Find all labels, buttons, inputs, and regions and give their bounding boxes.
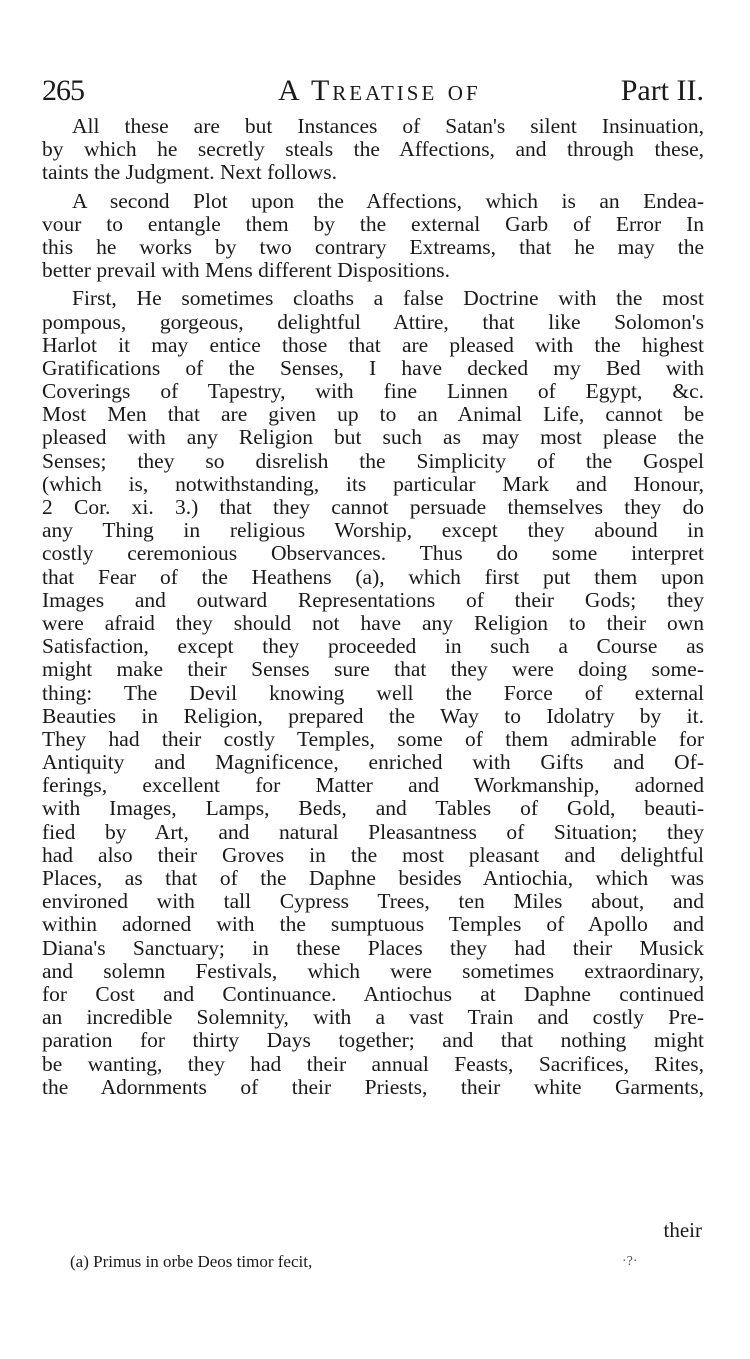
text-line: vour to entangle them by the external Garb of Error In	[42, 212, 704, 236]
text-line: were afraid they should not have any Religion to their own	[42, 611, 704, 635]
text-line: costly ceremonious Observances. Thus do some interpret	[42, 542, 704, 566]
text-line: ferings, excellent for Matter and Workmanship, adorned	[42, 774, 704, 798]
stray-mark: ·?·	[622, 1254, 638, 1269]
text-line: Beauties in Religion, prepared the Way to Idolatry by it.	[42, 704, 704, 728]
text-line: Diana's Sanctuary; in these Places they had their Musick	[42, 936, 704, 960]
text-line: within adorned with the sumptuous Temples of Apollo and	[42, 913, 704, 937]
text-line: environed with tall Cypress Trees, ten Miles about, and	[42, 890, 704, 914]
text-line: fied by Art, and natural Pleasantness of Situation; they	[42, 820, 704, 844]
text-line: Senses; they so disrelish the Simplicity of the Gospel	[42, 449, 704, 473]
text-line: (which is, notwithstanding, its particular Mark and Honour,	[42, 472, 704, 496]
text-line: Coverings of Tapestry, with fine Linnen of Egypt, &c.	[42, 380, 704, 404]
text-line: might make their Senses sure that they were doing some-	[42, 658, 704, 682]
text-line: with Images, Lamps, Beds, and Tables of Gold, beauti-	[42, 797, 704, 821]
text-line: be wanting, they had their annual Feasts, Sacrifices, Rites,	[42, 1052, 704, 1076]
text-line: for Cost and Continuance. Antiochus at Daphne continued	[42, 982, 704, 1006]
text-line: this he works by two contrary Extreams, that he may the	[42, 235, 704, 259]
text-line: taints the Judgment. Next follows.	[42, 161, 337, 185]
running-head	[42, 74, 704, 114]
footnote: (a) Primus in orbe Deos timor fecit,	[70, 1252, 313, 1271]
text-line: Gratifications of the Senses, I have decked my Bed with	[42, 356, 704, 380]
text-line: A second Plot upon the Affections, which is an Endea-	[72, 189, 704, 213]
text-line: that Fear of the Heathens (a), which first put them upon	[42, 565, 704, 589]
text-line: Harlot it may entice those that are pleased with the highest	[42, 333, 704, 357]
catchword: their	[663, 1218, 702, 1242]
text-line: Satisfaction, except they proceeded in such a Course as	[42, 635, 704, 659]
text-line: the Adornments of their Priests, their white Garments,	[42, 1075, 704, 1099]
text-line: Places, as that of the Daphne besides Antiochia, which was	[42, 867, 704, 890]
body-text	[42, 115, 704, 1099]
text-line: 2 Cor. xi. 3.) that they cannot persuade themselves they do	[42, 496, 704, 519]
text-line: an incredible Solemnity, with a vast Train and costly Pre-	[42, 1006, 704, 1030]
text-line: had also their Groves in the most pleasant and delightful	[42, 843, 704, 867]
part-label: Part II.	[620, 74, 704, 107]
text-line: paration for thirty Days together; and that nothing might	[42, 1029, 704, 1053]
page-number: 265	[42, 74, 84, 107]
text-line: They had their costly Temples, some of them admirable for	[42, 727, 704, 751]
text-line: better prevail with Mens different Dispositions.	[42, 259, 451, 283]
text-line: All these are but Instances of Satan's silent Insinuation,	[72, 115, 704, 138]
text-line: thing: The Devil knowing well the Force of external	[42, 681, 704, 705]
text-line: pleased with any Religion but such as may most please the	[42, 426, 704, 450]
text-line: and solemn Festivals, which were sometimes extraordinary,	[42, 959, 704, 983]
text-line: Most Men that are given up to an Animal Life, cannot be	[42, 403, 704, 427]
text-line: Antiquity and Magnificence, enriched with Gifts and Of-	[42, 751, 704, 775]
text-line: pompous, gorgeous, delightful Attire, that like Solomon's	[42, 310, 704, 334]
running-title: A Treatise of	[278, 74, 481, 107]
text-line: by which he secretly steals the Affections, and through these,	[42, 138, 704, 162]
text-line: Images and outward Representations of their Gods; they	[42, 588, 704, 612]
text-line: any Thing in religious Worship, except they abound in	[42, 519, 704, 543]
text-line: First, He sometimes cloaths a false Doctrine with the most	[72, 287, 704, 311]
